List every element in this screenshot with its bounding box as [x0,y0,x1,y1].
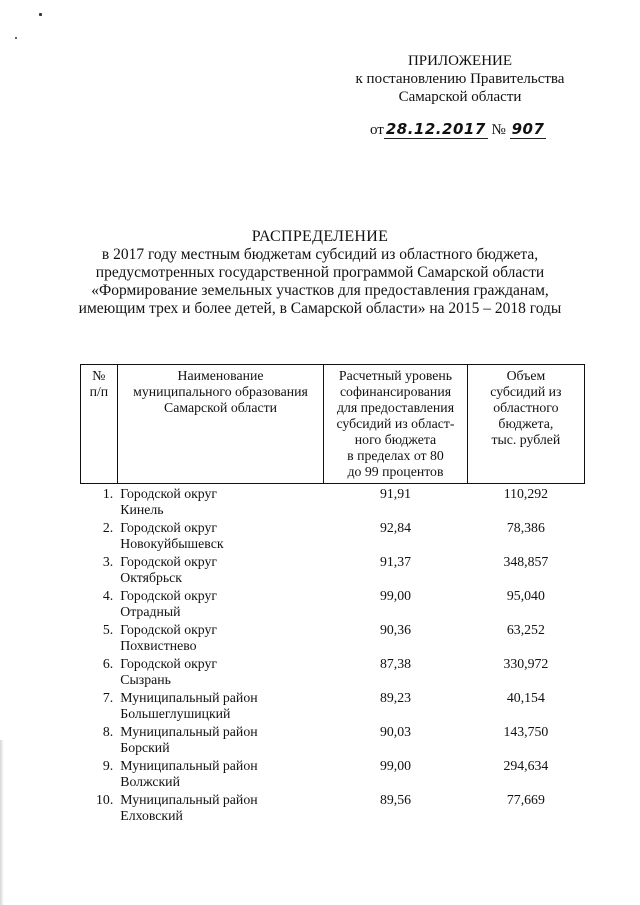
cofinancing-rate-cell [324,520,468,554]
municipality-cell [117,622,323,656]
column-header-line: Самарской области [164,400,277,415]
row-number-cell [81,690,118,724]
subsidy-volume-cell [467,656,584,690]
table-row [81,588,585,622]
column-header-line: Расчетный уровень [338,368,453,383]
municipality-cell-text: Елховский [120,808,183,823]
column-header-subsidy-volume [467,365,584,484]
column-header-line: областного [493,400,559,415]
subsidy-volume-cell [467,484,584,521]
municipality-cell-text: Городской округ [120,656,218,671]
order-reference [370,120,546,139]
column-header-line: ного бюджета [354,432,437,447]
cofinancing-rate-cell-text: 90,36 [379,622,412,637]
row-number-cell-text: 6. [102,656,114,671]
municipality-cell [117,554,323,588]
cofinancing-rate-cell [324,792,468,826]
subsidy-volume-cell-text: 95,040 [506,588,545,603]
cofinancing-rate-cell [324,484,468,521]
row-number-cell-text: 5. [102,622,114,637]
title-line: предусмотренных государственной программой Самарской области [95,264,545,281]
row-number-cell-text: 8. [102,724,114,739]
municipality-cell-text: Новокуйбышевск [120,536,224,551]
scan-speck [39,13,42,16]
column-header-line: субсидий из [490,384,562,399]
municipality-cell-text: Городской округ [120,520,218,535]
title-heading: РАСПРЕДЕЛЕНИЕ [251,228,389,245]
municipality-cell [117,690,323,724]
cofinancing-rate-cell [324,690,468,724]
subsidy-volume-cell [467,588,584,622]
cofinancing-rate-cell-text: 92,84 [379,520,412,535]
column-header-line: муниципального образования [133,384,308,399]
municipality-cell-text: Похвистнево [120,638,197,653]
column-header-line: п/п [89,384,109,399]
municipality-cell [117,792,323,826]
municipality-cell-text: Городской округ [120,486,218,501]
order-number-handwritten: 907 [511,120,545,138]
order-date-handwritten: 28.12.2017 [385,120,486,138]
column-header-line: Объем [506,368,546,383]
row-number-cell-text: 9. [102,758,114,773]
column-header-line: субсидий из област- [336,416,455,431]
subsidy-volume-cell [467,690,584,724]
table-row [81,758,585,792]
subsidy-volume-cell [467,758,584,792]
title-line: имеющим трех и более детей, в Самарской области» на 2015 – 2018 годы [78,300,562,317]
title-line: в 2017 году местным бюджетам субсидий из областного бюджета, [101,246,539,263]
subsidy-volume-cell-text: 63,252 [506,622,545,637]
cofinancing-rate-cell [324,656,468,690]
subsidy-volume-cell-text: 110,292 [503,486,549,501]
municipality-cell [117,588,323,622]
column-header-line: софинансирования [339,384,452,399]
subsidy-volume-cell [467,724,584,758]
cofinancing-rate-cell-text: 99,00 [379,588,412,603]
municipality-cell-text: Волжский [120,774,180,789]
row-number-cell [81,724,118,758]
appendix-line: к постановлению Правительства [355,71,565,87]
column-header-cofinancing-rate [324,365,468,484]
subsidy-volume-cell-text: 143,750 [503,724,549,739]
cofinancing-rate-cell-text: 91,91 [379,486,412,501]
municipality-cell [117,520,323,554]
municipality-cell-text: Муниципальный район [120,792,258,807]
column-header-line: в пределах от 80 [347,448,444,463]
municipality-cell-text: Октябрьск [120,570,182,585]
municipality-cell-text: Городской округ [120,588,218,603]
row-number-cell [81,758,118,792]
municipality-cell-text: Отрадный [120,604,181,619]
cofinancing-rate-cell-text: 99,00 [379,758,412,773]
municipality-cell-text: Городской округ [120,622,218,637]
municipality-cell [117,484,323,521]
column-header-line: для предоставления [336,400,455,415]
subsidy-volume-cell [467,622,584,656]
table-header-row [81,365,585,484]
order-prefix: от [370,122,384,138]
subsidy-volume-cell-text: 78,386 [506,520,545,535]
distribution-table [80,364,585,826]
row-number-cell-text: 10. [96,792,114,807]
subsidy-volume-cell-text: 348,857 [503,554,549,569]
table-row [81,724,585,758]
municipality-cell-text: Городской округ [120,554,218,569]
municipality-cell [117,724,323,758]
subsidy-volume-cell [467,520,584,554]
title-line: «Формирование земельных участков для предоставления гражданам, [91,282,549,299]
column-header-line: тыс. рублей [491,432,561,447]
cofinancing-rate-cell [324,724,468,758]
table-row [81,792,585,826]
column-header-number [81,365,118,484]
row-number-cell [81,656,118,690]
appendix-block [340,52,580,106]
subsidy-volume-cell-text: 77,669 [506,792,545,807]
appendix-title: ПРИЛОЖЕНИЕ [407,53,513,69]
table-row [81,656,585,690]
municipality-cell-text: Сызрань [120,672,171,687]
row-number-cell [81,588,118,622]
table-row [81,622,585,656]
row-number-cell-text: 7. [102,690,114,705]
cofinancing-rate-cell-text: 91,37 [379,554,412,569]
subsidy-volume-cell-text: 294,634 [503,758,549,773]
cofinancing-rate-cell-text: 89,23 [379,690,412,705]
municipality-cell-text: Борский [120,740,170,755]
cofinancing-rate-cell-text: 90,03 [379,724,412,739]
municipality-cell [117,758,323,792]
cofinancing-rate-cell [324,758,468,792]
scan-speck [15,37,17,39]
row-number-cell [81,520,118,554]
column-header-municipality [117,365,323,484]
row-number-cell [81,554,118,588]
cofinancing-rate-cell [324,588,468,622]
table-row [81,484,585,521]
subsidy-volume-cell [467,554,584,588]
row-number-cell-text: 1. [102,486,114,501]
row-number-cell [81,792,118,826]
row-number-cell [81,622,118,656]
cofinancing-rate-cell-text: 87,38 [379,656,412,671]
table-row [81,690,585,724]
subsidy-volume-cell [467,792,584,826]
row-number-cell-text: 3. [102,554,114,569]
order-number-label: № [491,122,506,138]
scan-edge-shadow [0,740,4,905]
subsidy-volume-cell-text: 330,972 [503,656,549,671]
municipality-cell [117,656,323,690]
cofinancing-rate-cell [324,622,468,656]
column-header-line: до 99 процентов [347,464,444,479]
appendix-line: Самарской области [398,89,522,105]
cofinancing-rate-cell-text: 89,56 [379,792,412,807]
subsidy-volume-cell-text: 40,154 [506,690,545,705]
row-number-cell [81,484,118,521]
municipality-cell-text: Кинель [120,502,164,517]
municipality-cell-text: Муниципальный район [120,724,258,739]
row-number-cell-text: 4. [102,588,114,603]
table-row [81,520,585,554]
municipality-cell-text: Муниципальный район [120,690,258,705]
column-header-line: № [92,368,106,383]
cofinancing-rate-cell [324,554,468,588]
table-row [81,554,585,588]
column-header-line: бюджета, [498,416,554,431]
row-number-cell-text: 2. [102,520,114,535]
municipality-cell-text: Муниципальный район [120,758,258,773]
municipality-cell-text: Большеглушицкий [120,706,231,721]
document-title [40,228,600,318]
column-header-line: Наименование [177,368,264,383]
